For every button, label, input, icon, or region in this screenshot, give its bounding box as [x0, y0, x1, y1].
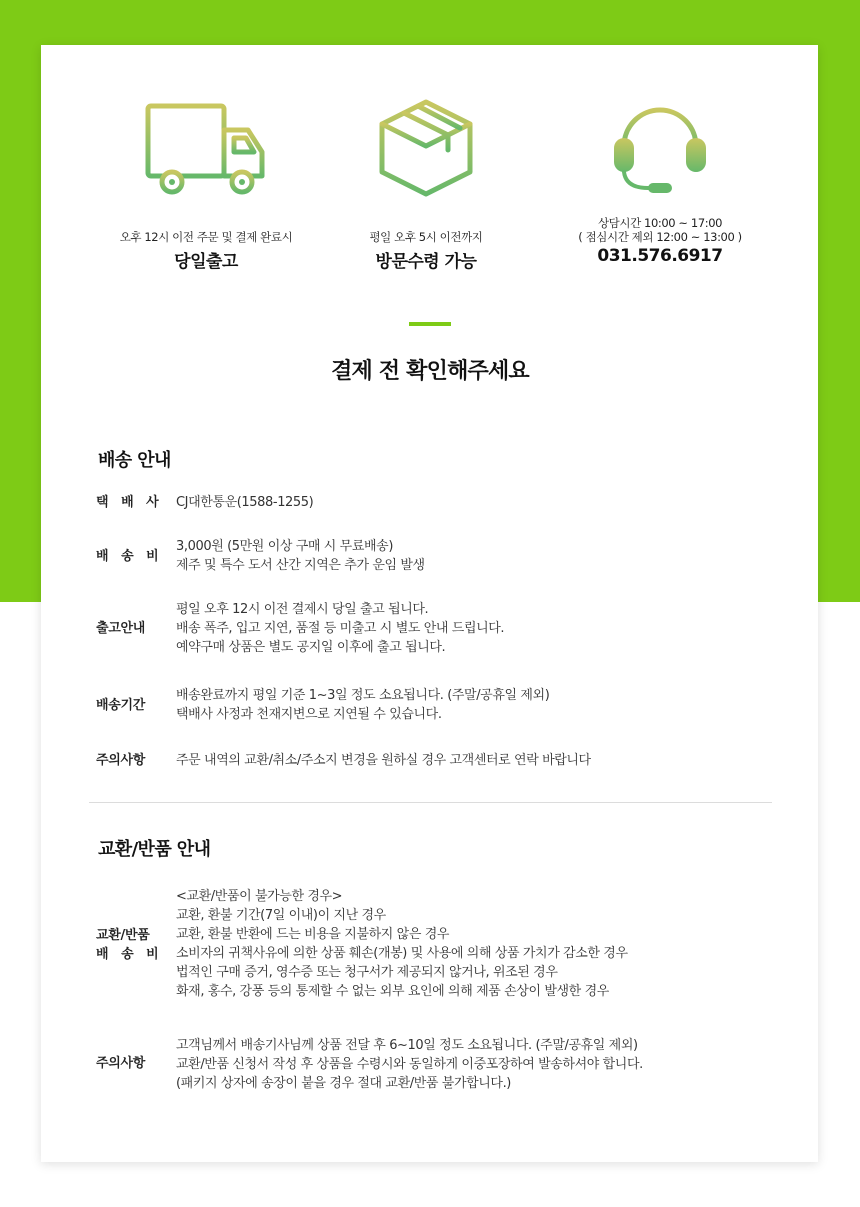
returns-section-title: 교환/반품 안내	[98, 839, 211, 860]
row-text-courier: CJ대한통운(1588-1255)	[176, 495, 314, 510]
section-divider	[89, 802, 772, 803]
headset-icon	[612, 102, 708, 198]
feature-title: 당일출고	[174, 252, 238, 272]
phone-number[interactable]: 031.576.6917	[597, 246, 723, 266]
row-label-notice: 주의사항	[96, 753, 146, 768]
feature-title: 방문수령 가능	[375, 252, 477, 272]
consult-hours: 상담시간 10:00 ~ 17:00	[597, 216, 723, 230]
row-text-return-conditions: <교환/반품이 불가능한 경우> 교환, 환불 기간(7일 이내)이 지난 경우 교환, 환불 반환에 드는 비용을 지불하지 않은 경우 소비자의 귀책사유에 의한 상품 훼손(개봉) 및 사용에 의해 상품 가치가 감소한 경우 법적인 구매 증거, 영수증 또는 청구서가 제공되지 않거나, 위조된 경우 화재, 홍수, 강풍 등의 통제할 수 없는 외부 요인에 의해 제품 손상이 발생한 경우	[176, 889, 628, 999]
box-icon	[378, 98, 474, 202]
lunch-hours: ( 점심시간 제외 12:00 ~ 13:00 )	[578, 230, 742, 244]
truck-icon	[144, 100, 268, 200]
row-label-return-fee: 교환/반품 배 송 비	[96, 928, 163, 962]
row-label-delivery-period: 배송기간	[96, 698, 146, 713]
feature-subtitle: 오후 12시 이전 주문 및 결제 완료시	[119, 230, 293, 244]
row-label-dispatch: 출고안내	[96, 621, 146, 636]
feature-subtitle: 평일 오후 5시 이전까지	[369, 230, 483, 244]
page-title: 결제 전 확인해주세요	[331, 359, 529, 384]
row-text-shipping-fee: 3,000원 (5만원 이상 구매 시 무료배송) 제주 및 특수 도서 산간 지역은 추가 운임 발생	[176, 539, 425, 573]
shipping-section-title: 배송 안내	[98, 450, 171, 471]
row-label-courier: 택 배 사	[96, 495, 163, 510]
row-label-shipping-fee: 배 송 비	[96, 549, 163, 564]
row-text-notice: 주문 내역의 교환/취소/주소지 변경을 원하실 경우 고객센터로 연락 바랍니다	[176, 753, 591, 768]
row-text-dispatch: 평일 오후 12시 이전 결제시 당일 출고 됩니다. 배송 폭주, 입고 지연, 품절 등 미출고 시 별도 안내 드립니다. 예약구매 상품은 별도 공지일 이후에 출고 됩니다.	[176, 602, 505, 655]
row-label-return-notice: 주의사항	[96, 1056, 146, 1071]
row-text-return-notice: 고객님께서 배송기사님께 상품 전달 후 6~10일 정도 소요됩니다. (주말/공휴일 제외) 교환/반품 신청서 작성 후 상품을 수령시와 동일하게 이중포장하여 발송하셔야 합니다. (패키지 상자에 송장이 붙을 경우 절대 교환/반품 불가합니다.)	[176, 1038, 643, 1091]
row-text-delivery-period: 배송완료까지 평일 기준 1~3일 정도 소요됩니다. (주말/공휴일 제외) 택배사 사정과 천재지변으로 지연될 수 있습니다.	[176, 688, 550, 722]
accent-divider	[409, 322, 451, 326]
